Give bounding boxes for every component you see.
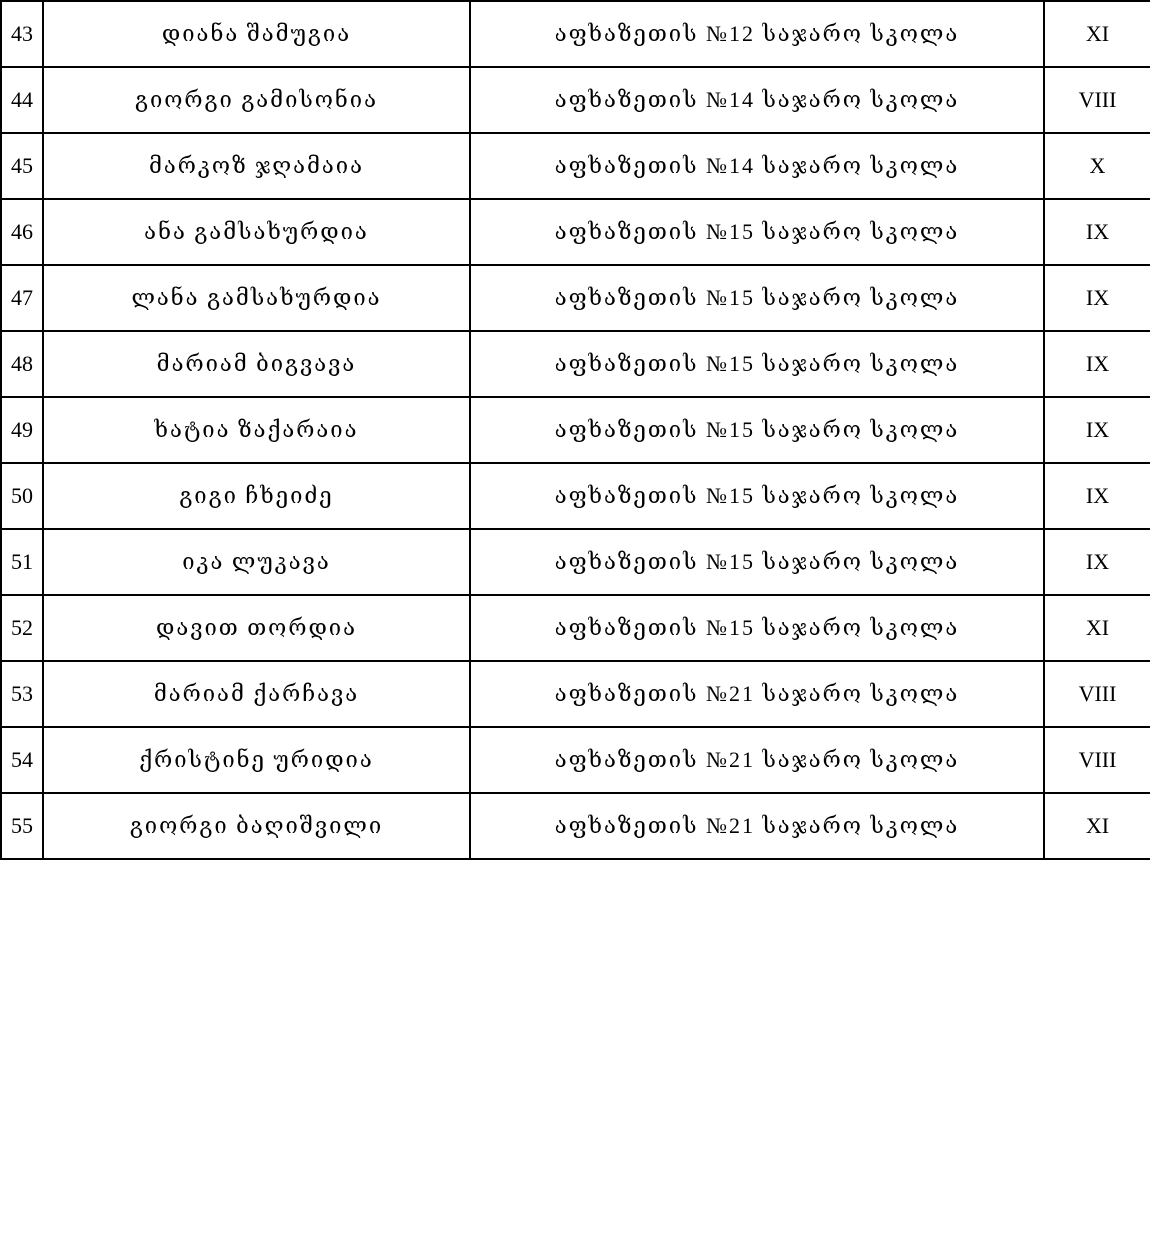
roster-body	[1, 1, 1150, 859]
school-name: აფხაზეთის №15 საჯარო სკოლა	[470, 529, 1044, 595]
table-row	[1, 529, 1150, 595]
row-number: 50	[1, 463, 43, 529]
school-name: აფხაზეთის №15 საჯარო სკოლა	[470, 331, 1044, 397]
grade: XI	[1044, 1, 1150, 67]
school-name: აფხაზეთის №12 საჯარო სკოლა	[470, 1, 1044, 67]
student-name: ანა გამსახურდია	[43, 199, 470, 265]
student-name: გიორგი ბაღიშვილი	[43, 793, 470, 859]
grade: IX	[1044, 529, 1150, 595]
row-number: 49	[1, 397, 43, 463]
table-row	[1, 397, 1150, 463]
table-row	[1, 331, 1150, 397]
grade: XI	[1044, 595, 1150, 661]
row-number: 53	[1, 661, 43, 727]
table-row	[1, 265, 1150, 331]
row-number: 48	[1, 331, 43, 397]
student-name: მარიამ ბიგვავა	[43, 331, 470, 397]
table-row	[1, 793, 1150, 859]
grade: IX	[1044, 463, 1150, 529]
table-row	[1, 67, 1150, 133]
student-name: მარკოზ ჯღამაია	[43, 133, 470, 199]
row-number: 43	[1, 1, 43, 67]
table-row	[1, 661, 1150, 727]
student-name: გიგი ჩხეიძე	[43, 463, 470, 529]
grade: X	[1044, 133, 1150, 199]
row-number: 44	[1, 67, 43, 133]
school-name: აფხაზეთის №15 საჯარო სკოლა	[470, 595, 1044, 661]
student-name: ხატია ზაქარაია	[43, 397, 470, 463]
school-name: აფხაზეთის №15 საჯარო სკოლა	[470, 397, 1044, 463]
row-number: 47	[1, 265, 43, 331]
row-number: 46	[1, 199, 43, 265]
school-name: აფხაზეთის №21 საჯარო სკოლა	[470, 793, 1044, 859]
student-name: მარიამ ქარჩავა	[43, 661, 470, 727]
student-name: ლანა გამსახურდია	[43, 265, 470, 331]
student-name: დიანა შამუგია	[43, 1, 470, 67]
row-number: 45	[1, 133, 43, 199]
table-row	[1, 727, 1150, 793]
school-name: აფხაზეთის №15 საჯარო სკოლა	[470, 265, 1044, 331]
grade: IX	[1044, 199, 1150, 265]
table-row	[1, 463, 1150, 529]
grade: IX	[1044, 397, 1150, 463]
row-number: 51	[1, 529, 43, 595]
student-name: დავით თორდია	[43, 595, 470, 661]
grade: IX	[1044, 331, 1150, 397]
school-name: აფხაზეთის №15 საჯარო სკოლა	[470, 199, 1044, 265]
row-number: 54	[1, 727, 43, 793]
student-name: გიორგი გამისონია	[43, 67, 470, 133]
grade: IX	[1044, 265, 1150, 331]
grade: XI	[1044, 793, 1150, 859]
school-name: აფხაზეთის №21 საჯარო სკოლა	[470, 661, 1044, 727]
grade: VIII	[1044, 661, 1150, 727]
school-name: აფხაზეთის №15 საჯარო სკოლა	[470, 463, 1044, 529]
grade: VIII	[1044, 727, 1150, 793]
grade: VIII	[1044, 67, 1150, 133]
table-row	[1, 595, 1150, 661]
table-row	[1, 133, 1150, 199]
school-name: აფხაზეთის №21 საჯარო სკოლა	[470, 727, 1044, 793]
table-row	[1, 1, 1150, 67]
school-name: აფხაზეთის №14 საჯარო სკოლა	[470, 67, 1044, 133]
student-name: ქრისტინე ურიდია	[43, 727, 470, 793]
student-name: იკა ლუკავა	[43, 529, 470, 595]
row-number: 52	[1, 595, 43, 661]
table-row	[1, 199, 1150, 265]
row-number: 55	[1, 793, 43, 859]
school-name: აფხაზეთის №14 საჯარო სკოლა	[470, 133, 1044, 199]
